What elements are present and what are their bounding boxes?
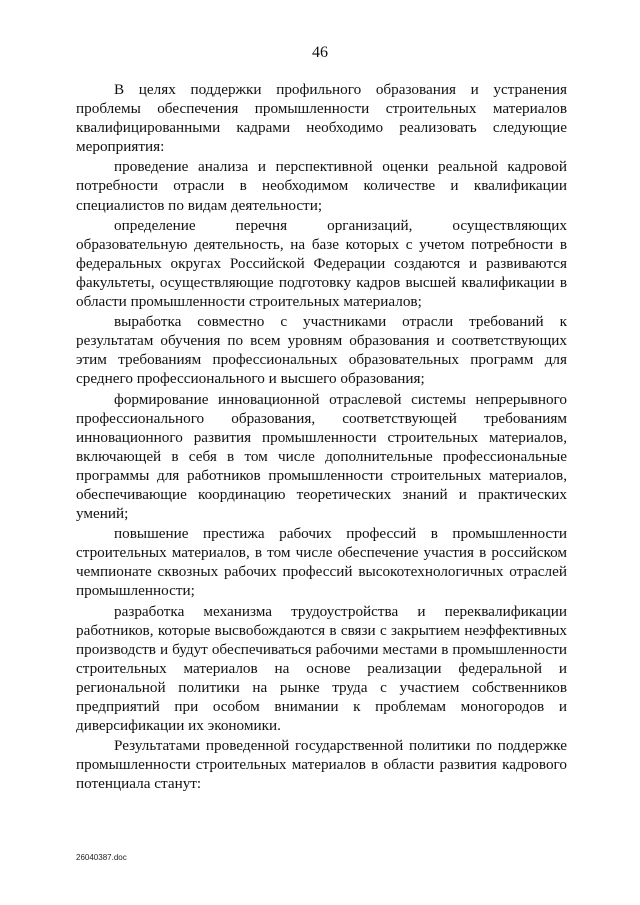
page-number: 46 (312, 44, 328, 61)
paragraph-item-prestige: повышение престижа рабочих профессий в промышленности строительных материалов, в том числе обеспечение участия в российском чемпионате сквозных рабочих профессий высокотехнологичных отраслей промышленности; (76, 525, 567, 600)
paragraph-results: Результатами проведенной государственной политики по поддержке промышленности строительных материалов в области развития кадрового потенциала станут: (76, 737, 567, 793)
paragraph-item-education-system: формирование инновационной отраслевой системы непрерывного профессионального образования, соответствующей требованиям инновационного развития промышленности строительных материалов, включающей в себя в том числе дополнительные профессиональные программы для работников промышленности строительных материалов, обеспечивающие координацию теоретических знаний и практических умений; (76, 390, 567, 523)
paragraph-item-organizations: определение перечня организаций, осуществляющих образовательную деятельность, на базе которых с учетом потребности в федеральных округах Российской Федерации создаются и развиваются факультеты, осуществляющие подготовку кадров высшей квалификации в области промышленности строительных материалов; (76, 216, 567, 311)
footer-filename: 26040387.doc (76, 853, 127, 862)
paragraph-item-analysis: проведение анализа и перспективной оценки реальной кадровой потребности отрасли в необходимом количестве и квалификации специалистов по видам деятельности; (76, 158, 567, 214)
paragraph-item-requirements: выработка совместно с участниками отрасли требований к результатам обучения по всем уровням образования и соответствующих этим требованиям профессиональных образовательных программ для среднего профессионального и высшего образования; (76, 313, 567, 388)
paragraph-intro: В целях поддержки профильного образования и устранения проблемы обеспечения промышленности строительных материалов квалифицированными кадрами необходимо реализовать следующие мероприятия: (76, 81, 567, 156)
paragraph-item-employment: разработка механизма трудоустройства и переквалификации работников, которые высвобождаются в связи с закрытием неэффективных производств и будут обеспечиваться рабочими местами в промышленности строительных материалов на основе реализации федеральной и региональной политики на рынке труда с участием собственников предприятий при особом внимании к проблемам моногородов и диверсификации их экономики. (76, 602, 567, 735)
document-body (76, 80, 567, 793)
